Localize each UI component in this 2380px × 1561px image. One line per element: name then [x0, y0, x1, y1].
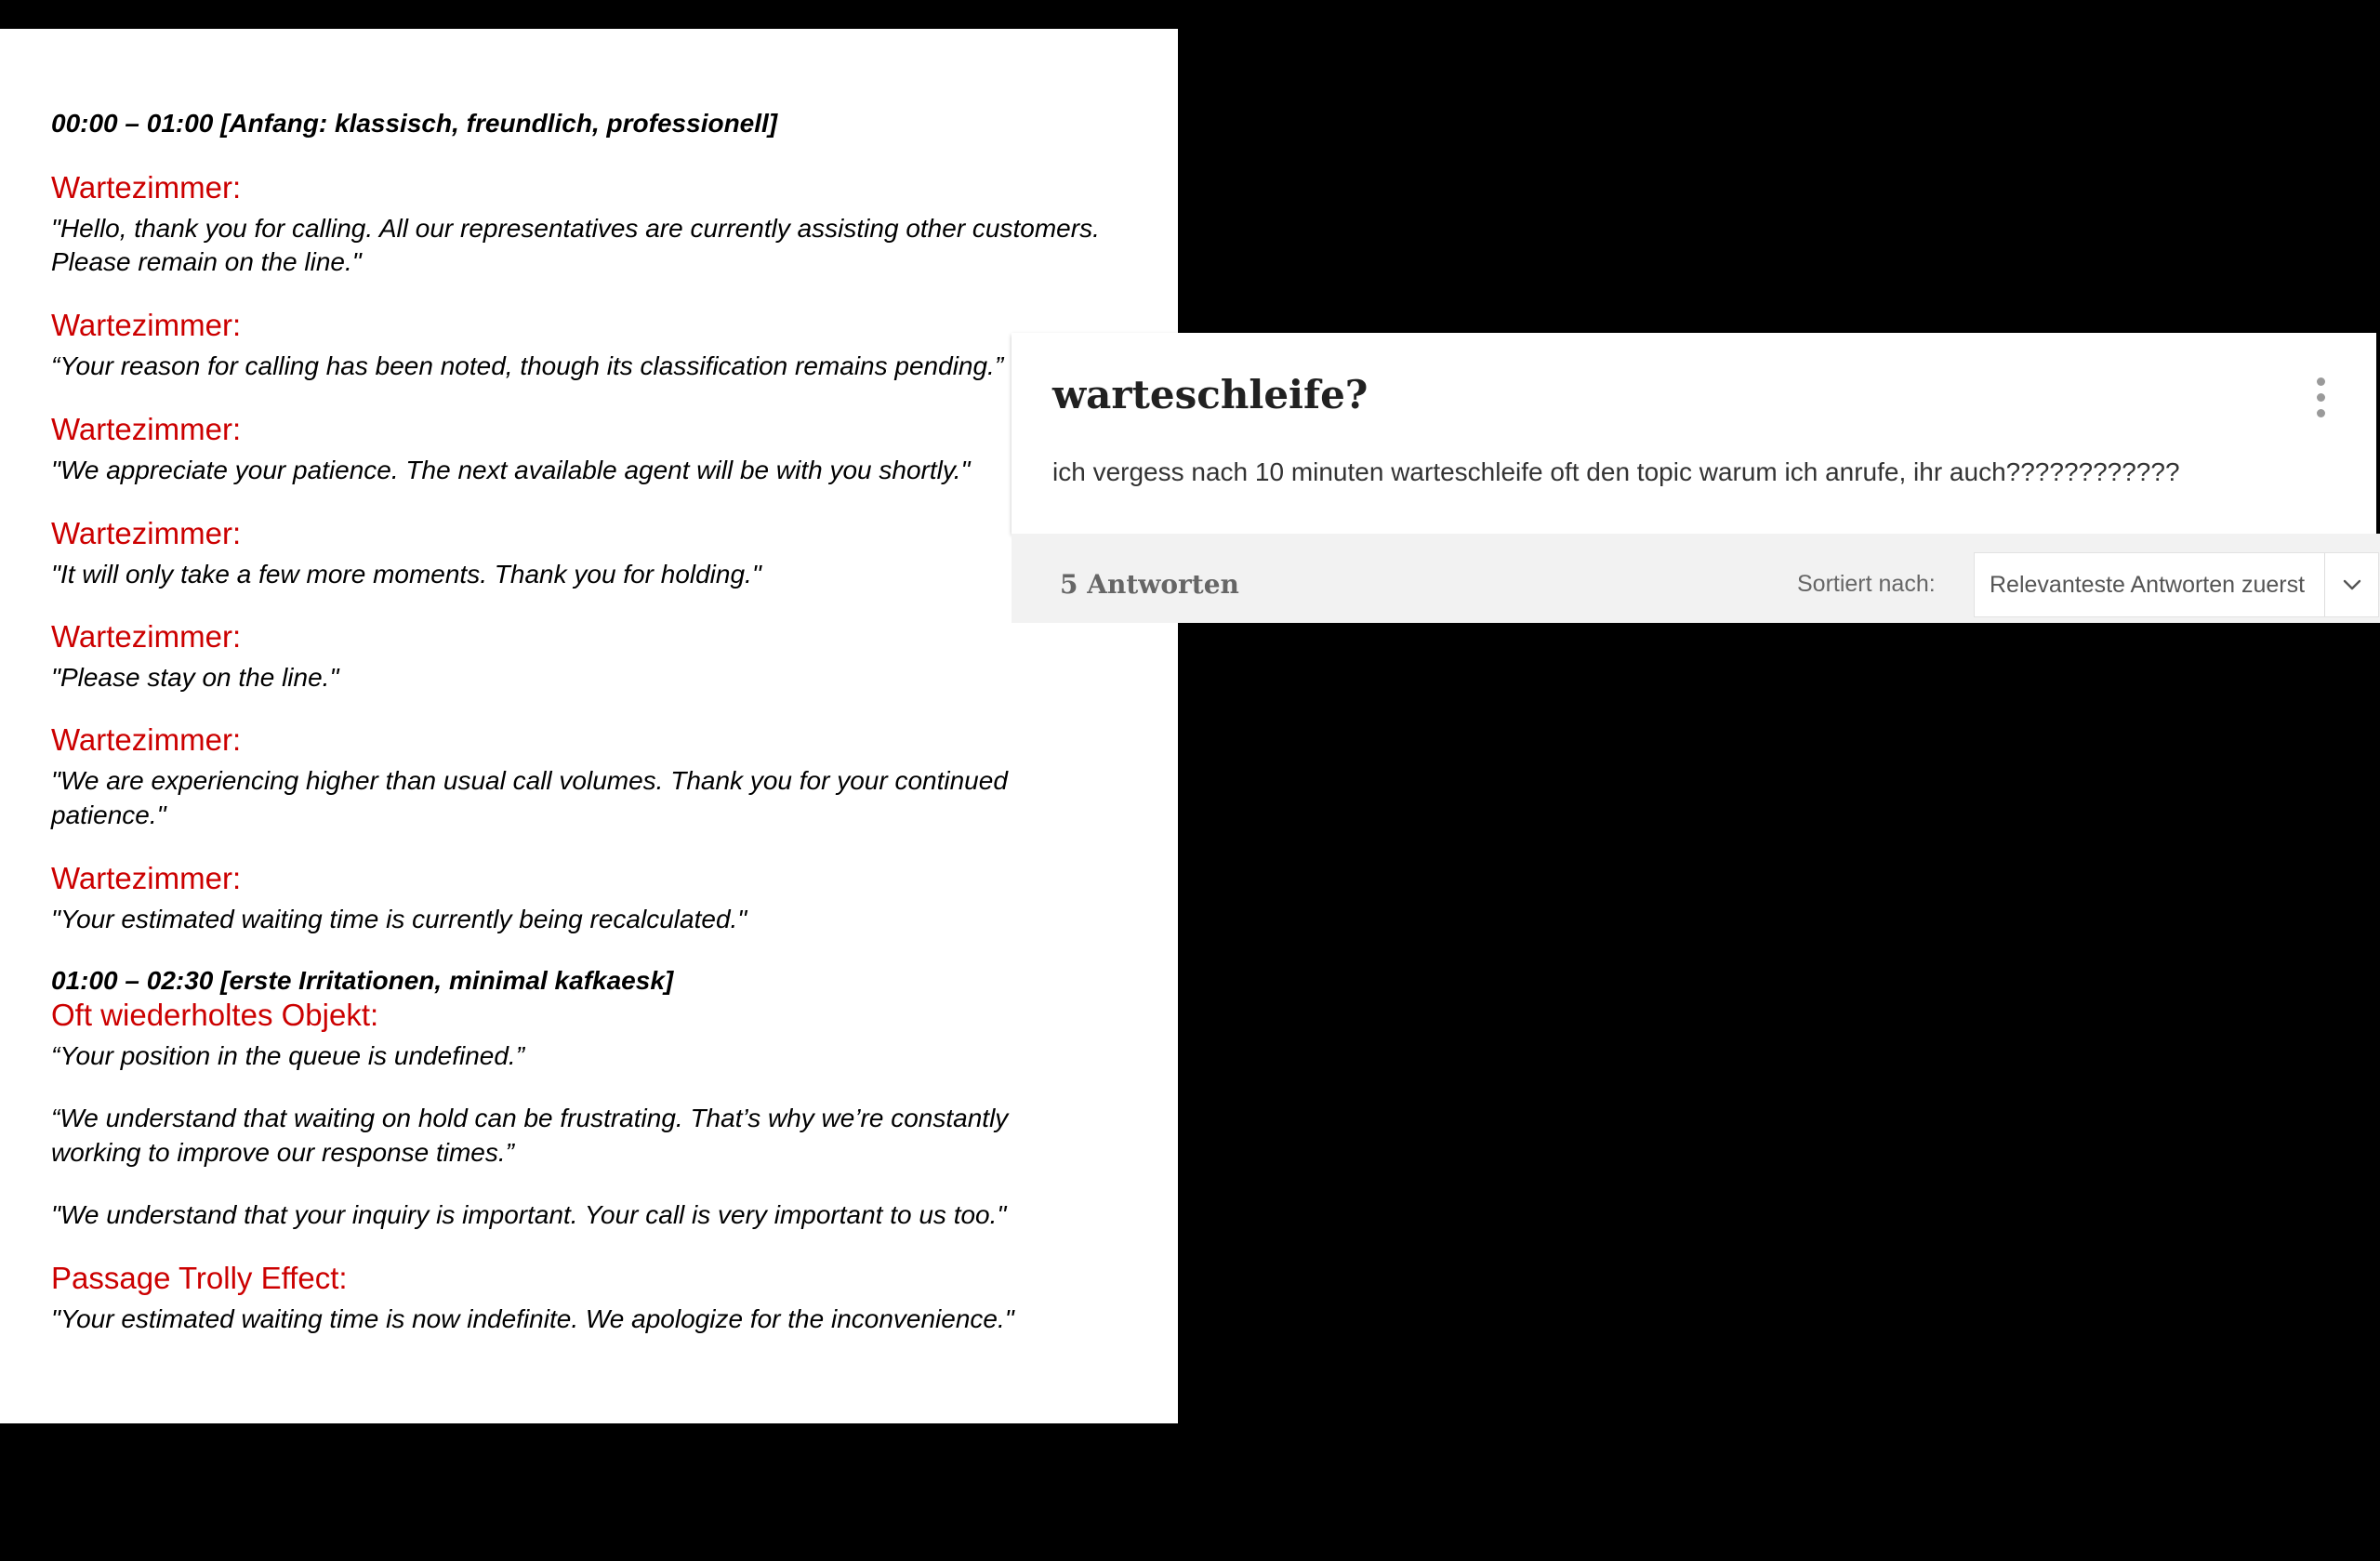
answers-bar [1012, 534, 2380, 623]
section-heading: 01:00 – 02:30 [erste Irritationen, minimal kafkaesk] [51, 966, 674, 995]
sort-label: Sortiert nach: [1797, 571, 1936, 597]
speaker-label: Wartezimmer: [51, 722, 242, 757]
speaker-label: Wartezimmer: [51, 619, 242, 654]
menu-dot [2317, 393, 2325, 402]
quote-line: "We understand that your inquiry is important. Your call is very important to us too." [51, 1200, 1007, 1229]
speaker-label: Wartezimmer: [51, 170, 242, 205]
answers-count: 5 Antworten [1060, 569, 1239, 600]
quote-line: working to improve our response times.” [51, 1138, 514, 1167]
speaker-label: Oft wiederholtes Objekt: [51, 998, 379, 1032]
quote-line: “Your reason for calling has been noted, though its classification remains pending.” [51, 351, 1004, 380]
quote-line: "We are experiencing higher than usual call volumes. Thank you for your continued [51, 766, 1008, 795]
menu-dot [2317, 377, 2325, 386]
more-vertical-icon[interactable] [2309, 377, 2334, 418]
quote-line: "Your estimated waiting time is now indefinite. We apologize for the inconvenience." [51, 1304, 1014, 1333]
quote-line: patience." [51, 800, 166, 829]
menu-dot [2317, 409, 2325, 417]
quote-line: “We understand that waiting on hold can be frustrating. That’s why we’re constantly [51, 1104, 1009, 1132]
quote-line: "Your estimated waiting time is currently being recalculated." [51, 905, 747, 933]
forum-post-card [1012, 333, 2376, 534]
quote-line: "Please stay on the line." [51, 663, 339, 692]
sort-dropdown[interactable] [1974, 552, 2379, 617]
speaker-label: Passage Trolly Effect: [51, 1261, 348, 1295]
speaker-label: Wartezimmer: [51, 412, 242, 446]
quote-line: "We appreciate your patience. The next available agent will be with you shortly." [51, 456, 971, 484]
quote-line: Please remain on the line." [51, 247, 362, 276]
quote-line: "It will only take a few more moments. Thank you for holding." [51, 560, 761, 589]
section-heading: 00:00 – 01:00 [Anfang: klassisch, freundlich, professionell] [51, 109, 778, 138]
speaker-label: Wartezimmer: [51, 308, 242, 342]
post-body: ich vergess nach 10 minuten warteschleife oft den topic warum ich anrufe, ihr auch???????????? [1052, 457, 2180, 486]
quote-line: “Your position in the queue is undefined.” [51, 1041, 525, 1070]
chevron-down-icon[interactable] [2339, 574, 2365, 596]
sort-divider [2324, 553, 2325, 616]
sort-selected-value: Relevanteste Antworten zuerst [1990, 572, 2306, 598]
script-document [0, 29, 1178, 1423]
speaker-label: Wartezimmer: [51, 516, 242, 550]
quote-line: "Hello, thank you for calling. All our representatives are currently assisting other customers. [51, 214, 1100, 243]
post-title: warteschleife? [1052, 372, 1368, 417]
speaker-label: Wartezimmer: [51, 861, 242, 895]
